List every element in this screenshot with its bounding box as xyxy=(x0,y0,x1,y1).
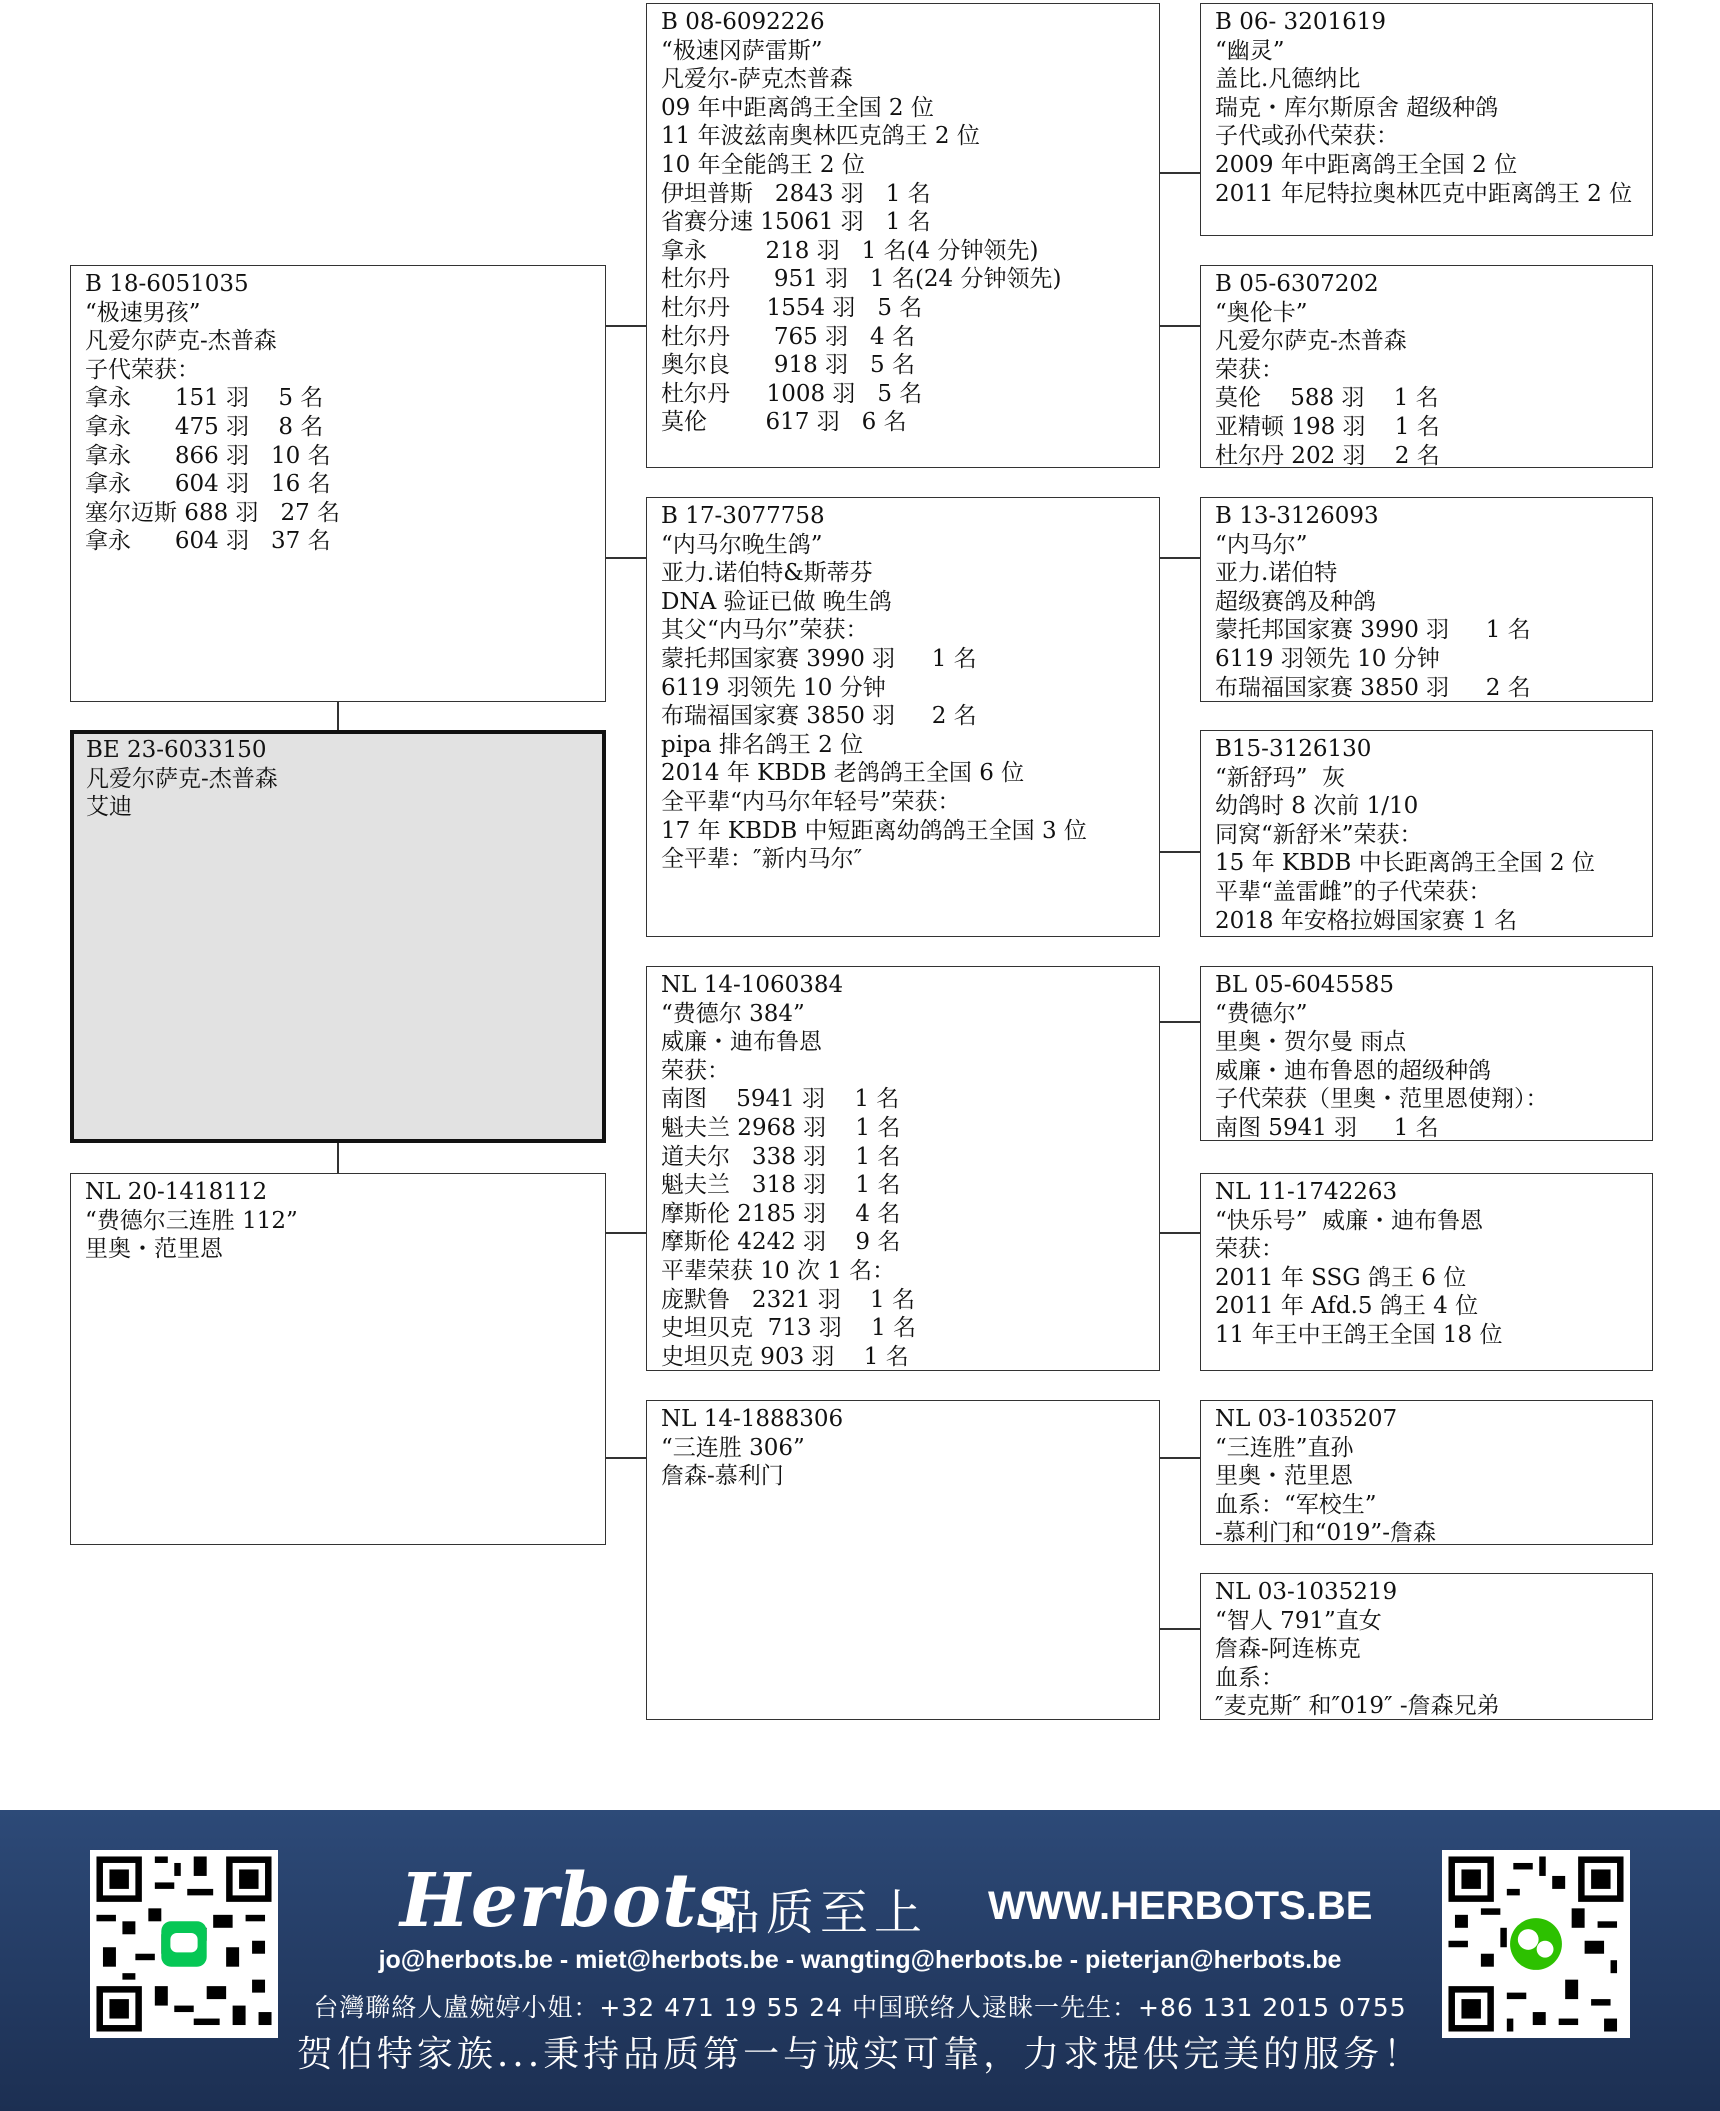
pedigree-box-sd-sire xyxy=(1200,497,1653,702)
connector-ss-ssd xyxy=(1160,325,1200,327)
connector-dd-ddd xyxy=(1160,1628,1200,1630)
pedigree-line: 伊坦普斯 2843 羽 1 名 xyxy=(661,180,931,207)
connector-sd-sdd xyxy=(1160,851,1200,853)
pedigree-line: 荣获： xyxy=(1215,1236,1284,1263)
pedigree-box-ds-dam xyxy=(1200,1173,1653,1371)
connector-sd-sds xyxy=(1160,557,1200,559)
tagline: 贺伯特家族...秉持品质第一与诚实可靠，力求提供完美的服务！ xyxy=(296,2034,1424,2075)
pedigree-line: 亚力.诺伯特&斯蒂芬 xyxy=(661,560,873,587)
pedigree-line: 2009 年中距离鸽王全国 2 位 xyxy=(1215,151,1518,178)
pedigree-line: 子代荣获（里奥・范里恩使翔）： xyxy=(1215,1086,1549,1113)
pedigree-line: 2018 年安格拉姆国家赛 1 名 xyxy=(1215,907,1518,934)
pedigree-line: 6119 羽领先 10 分钟 xyxy=(661,674,886,701)
pedigree-line: “智人 791”直女 xyxy=(1215,1607,1382,1634)
pedigree-line: 15 年 KBDB 中长距离鸽王全国 2 位 xyxy=(1215,850,1595,877)
pedigree-line: 拿永 475 羽 8 名 xyxy=(85,413,324,440)
pedigree-line: “奥伦卡” xyxy=(1215,299,1308,326)
pedigree-line: 凡爱尔萨克-杰普森 xyxy=(85,328,277,355)
pedigree-line: 莫伦 588 羽 1 名 xyxy=(1215,385,1439,412)
pedigree-line: 摩斯伦 2185 羽 4 名 xyxy=(661,1200,901,1227)
pedigree-line: 杜尔丹 1554 羽 5 名 xyxy=(661,294,923,321)
pedigree-line: 2011 年尼特拉奥林匹克中距离鸽王 2 位 xyxy=(1215,180,1633,207)
email-list[interactable]: jo@herbots.be - miet@herbots.be - wangting@herbots.be - pieterjan@herbots.be xyxy=(378,1946,1342,1974)
qr-code-wechat-image xyxy=(1442,1850,1630,2038)
pedigree-line: 威廉・迪布鲁恩 xyxy=(661,1029,822,1056)
pedigree-box-dd-sire xyxy=(1200,1400,1653,1545)
pedigree-line: 杜尔丹 951 羽 1 名(24 分钟领先) xyxy=(661,266,1062,293)
ring-number: B 06- 3201619 xyxy=(1215,9,1386,35)
pedigree-line: 莫伦 617 羽 6 名 xyxy=(661,409,907,436)
ring-number: B 18-6051035 xyxy=(85,271,249,297)
pedigree-box-sire-dam xyxy=(646,497,1160,937)
pedigree-line: 全平辈“内马尔年轻号”荣获： xyxy=(661,788,961,815)
pedigree-line: 里奥・范里恩 xyxy=(85,1236,223,1263)
pedigree-line: 平辈荣获 10 次 1 名： xyxy=(661,1257,896,1284)
pedigree-line: 史坦贝克 713 羽 1 名 xyxy=(661,1315,917,1342)
pedigree-line: “内马尔晚生鸽” xyxy=(661,531,823,558)
pedigree-line: 杜尔丹 202 羽 2 名 xyxy=(1215,442,1440,469)
qr-code-wechat[interactable] xyxy=(1442,1850,1630,2038)
pedigree-line: 南图 5941 羽 1 名 xyxy=(661,1086,900,1113)
pedigree-line: “幽灵” xyxy=(1215,37,1285,64)
pedigree-line: 杜尔丹 1008 羽 5 名 xyxy=(661,380,923,407)
pedigree-line: “费德尔” xyxy=(1215,1000,1308,1027)
ring-number: NL 03-1035207 xyxy=(1215,1406,1398,1432)
pedigree-line: 拿永 218 羽 1 名(4 分钟领先) xyxy=(661,237,1039,264)
ring-number: B 13-3126093 xyxy=(1215,503,1379,529)
pedigree-line: 子代荣获： xyxy=(85,356,200,383)
pedigree-line: 布瑞福国家赛 3850 羽 2 名 xyxy=(1215,674,1531,701)
pedigree-box-dam xyxy=(70,1173,606,1545)
pedigree-line: 亚力.诺伯特 xyxy=(1215,560,1338,587)
pedigree-line: 里奥・范里恩 xyxy=(1215,1463,1353,1490)
pedigree-box-sire xyxy=(70,265,606,702)
pedigree-line: 盖比.凡德纳比 xyxy=(1215,66,1361,93)
contact-phones: 台灣聯絡人盧婉婷小姐：+32 471 19 55 24 中国联络人逯睐一先生：+86 131 2015 0755 xyxy=(313,1993,1407,2022)
connector-subject-dam xyxy=(337,1143,339,1173)
ring-number: BL 05-6045585 xyxy=(1215,972,1394,998)
pedigree-line: 超级赛鸽及种鸽 xyxy=(1215,588,1376,615)
ring-number: NL 20-1418112 xyxy=(85,1179,268,1205)
pedigree-line: 史坦贝克 903 羽 1 名 xyxy=(661,1343,909,1370)
pedigree-line: 凡爱尔萨克-杰普森 xyxy=(1215,328,1407,355)
pedigree-line: 布瑞福国家赛 3850 羽 2 名 xyxy=(661,703,977,730)
pedigree-line: “内马尔” xyxy=(1215,531,1308,558)
pedigree-line: 幼鸽时 8 次前 1/10 xyxy=(1215,793,1419,820)
pedigree-line: 同窝“新舒米”荣获： xyxy=(1215,821,1423,848)
pedigree-line: 其父“内马尔”荣获： xyxy=(661,617,869,644)
pedigree-line: 魁夫兰 2968 羽 1 名 xyxy=(661,1114,901,1141)
ring-number: BE 23-6033150 xyxy=(86,737,267,763)
pedigree-line: 凡爱尔萨克-杰普森 xyxy=(86,765,278,792)
pedigree-box-sd-dam xyxy=(1200,730,1653,937)
connector-dam-ds xyxy=(606,1232,646,1234)
pedigree-line: 省赛分速 15061 羽 1 名 xyxy=(661,209,931,236)
pedigree-line: 子代或孙代荣获： xyxy=(1215,123,1399,150)
pedigree-line: 10 年全能鸽王 2 位 xyxy=(661,151,865,178)
connector-dam-dd xyxy=(606,1457,646,1459)
pedigree-line: 荣获： xyxy=(1215,356,1284,383)
pedigree-line: 亚精顿 198 羽 1 名 xyxy=(1215,413,1440,440)
pedigree-box-dam-dam xyxy=(646,1400,1160,1720)
pedigree-line: -慕利门和“019”-詹森 xyxy=(1215,1520,1436,1547)
ring-number: B15-3126130 xyxy=(1215,736,1372,762)
pedigree-line: 2014 年 KBDB 老鸽鸽王全国 6 位 xyxy=(661,760,1025,787)
pedigree-line: 11 年王中王鸽王全国 18 位 xyxy=(1215,1321,1503,1348)
pedigree-line: 全平辈：″新内马尔″ xyxy=(661,846,863,873)
pedigree-line: 凡爱尔-萨克杰普森 xyxy=(661,66,853,93)
pedigree-line: 11 年波兹南奥林匹克鸽王 2 位 xyxy=(661,123,980,150)
pedigree-line: 里奥・贺尔曼 雨点 xyxy=(1215,1029,1407,1056)
ring-number: B 08-6092226 xyxy=(661,9,825,35)
website-link[interactable]: WWW.HERBOTS.BE xyxy=(988,1884,1373,1928)
pedigree-line: 09 年中距离鸽王全国 2 位 xyxy=(661,94,934,121)
slogan: 品质至上 xyxy=(712,1885,929,1941)
pedigree-line: 2011 年 SSG 鸽王 6 位 xyxy=(1215,1264,1467,1291)
pedigree-line: “极速男孩” xyxy=(85,299,201,326)
pedigree-line: 塞尔迈斯 688 羽 27 名 xyxy=(85,499,341,526)
connector-ds-dsd xyxy=(1160,1232,1200,1234)
pedigree-line: “三连胜”直孙 xyxy=(1215,1434,1354,1461)
pedigree-line: 艾迪 xyxy=(86,794,132,821)
ring-number: NL 11-1742263 xyxy=(1215,1179,1398,1205)
pedigree-line: 威廉・迪布鲁恩的超级种鸽 xyxy=(1215,1057,1491,1084)
pedigree-line: “新舒玛” 灰 xyxy=(1215,764,1346,791)
pedigree-line: “费德尔 384” xyxy=(661,1000,805,1027)
pedigree-line: 蒙托邦国家赛 3990 羽 1 名 xyxy=(1215,617,1531,644)
pedigree-line: 荣获： xyxy=(661,1057,730,1084)
pedigree-line: 南图 5941 羽 1 名 xyxy=(1215,1114,1439,1141)
pedigree-line: 摩斯伦 4242 羽 9 名 xyxy=(661,1229,901,1256)
pedigree-box-subject xyxy=(70,730,606,1143)
pedigree-line: DNA 验证已做 晚生鸽 xyxy=(661,588,892,615)
pedigree-line: 平辈“盖雷雌”的子代荣获： xyxy=(1215,878,1492,905)
pedigree-line: “极速冈萨雷斯” xyxy=(661,37,823,64)
ring-number: NL 03-1035219 xyxy=(1215,1579,1398,1605)
pedigree-box-dd-dam xyxy=(1200,1573,1653,1720)
brand-logo: Herbots xyxy=(400,1858,740,1944)
pedigree-line: 拿永 151 羽 5 名 xyxy=(85,385,324,412)
connector-sire-ss xyxy=(606,325,646,327)
pedigree-line: 血系： xyxy=(1215,1664,1284,1691)
pedigree-box-sire-sire xyxy=(646,3,1160,468)
pedigree-line: pipa 排名鸽王 2 位 xyxy=(661,731,864,758)
ring-number: NL 14-1888306 xyxy=(661,1406,844,1432)
pedigree-line: ″麦克斯″ 和″019″ -詹森兄弟 xyxy=(1215,1693,1500,1720)
pedigree-line: 魁夫兰 318 羽 1 名 xyxy=(661,1172,901,1199)
footer-banner xyxy=(0,1810,1720,2111)
pedigree-line: 17 年 KBDB 中短距离幼鸽鸽王全国 3 位 xyxy=(661,817,1087,844)
ring-number: B 17-3077758 xyxy=(661,503,825,529)
pedigree-line: 血系：“军校生” xyxy=(1215,1491,1377,1518)
pedigree-line: 杜尔丹 765 羽 4 名 xyxy=(661,323,915,350)
pedigree-box-ss-sire xyxy=(1200,3,1653,236)
pedigree-line: 瑞克・库尔斯原舍 超级种鸽 xyxy=(1215,94,1499,121)
pedigree-line: 拿永 604 羽 37 名 xyxy=(85,528,331,555)
connector-ds-dss xyxy=(1160,1021,1200,1023)
pedigree-line: 奥尔良 918 羽 5 名 xyxy=(661,352,915,379)
pedigree-line: 6119 羽领先 10 分钟 xyxy=(1215,645,1440,672)
pedigree-line: 詹森-慕利门 xyxy=(661,1463,784,1490)
pedigree-line: 拿永 866 羽 10 名 xyxy=(85,442,331,469)
ring-number: B 05-6307202 xyxy=(1215,271,1379,297)
pedigree-box-ds-sire xyxy=(1200,966,1653,1141)
pedigree-line: 拿永 604 羽 16 名 xyxy=(85,471,331,498)
connector-sire-subject xyxy=(337,702,339,730)
connector-sire-sd xyxy=(606,557,646,559)
connector-ss-sss xyxy=(1160,172,1200,174)
pedigree-line: 道夫尔 338 羽 1 名 xyxy=(661,1143,901,1170)
pedigree-box-dam-sire xyxy=(646,966,1160,1371)
pedigree-line: 庞默鲁 2321 羽 1 名 xyxy=(661,1286,915,1313)
ring-number: NL 14-1060384 xyxy=(661,972,844,998)
pedigree-box-ss-dam xyxy=(1200,265,1653,468)
pedigree-line: 2011 年 Afd.5 鸽王 4 位 xyxy=(1215,1293,1479,1320)
pedigree-line: 詹森-阿连栋克 xyxy=(1215,1636,1361,1663)
connector-dd-dds xyxy=(1160,1457,1200,1459)
pedigree-line: “三连胜 306” xyxy=(661,1434,805,1461)
pedigree-line: “费德尔三连胜 112” xyxy=(85,1207,298,1234)
pedigree-line: 蒙托邦国家赛 3990 羽 1 名 xyxy=(661,645,977,672)
pedigree-line: “快乐号” 威廉・迪布鲁恩 xyxy=(1215,1207,1484,1234)
